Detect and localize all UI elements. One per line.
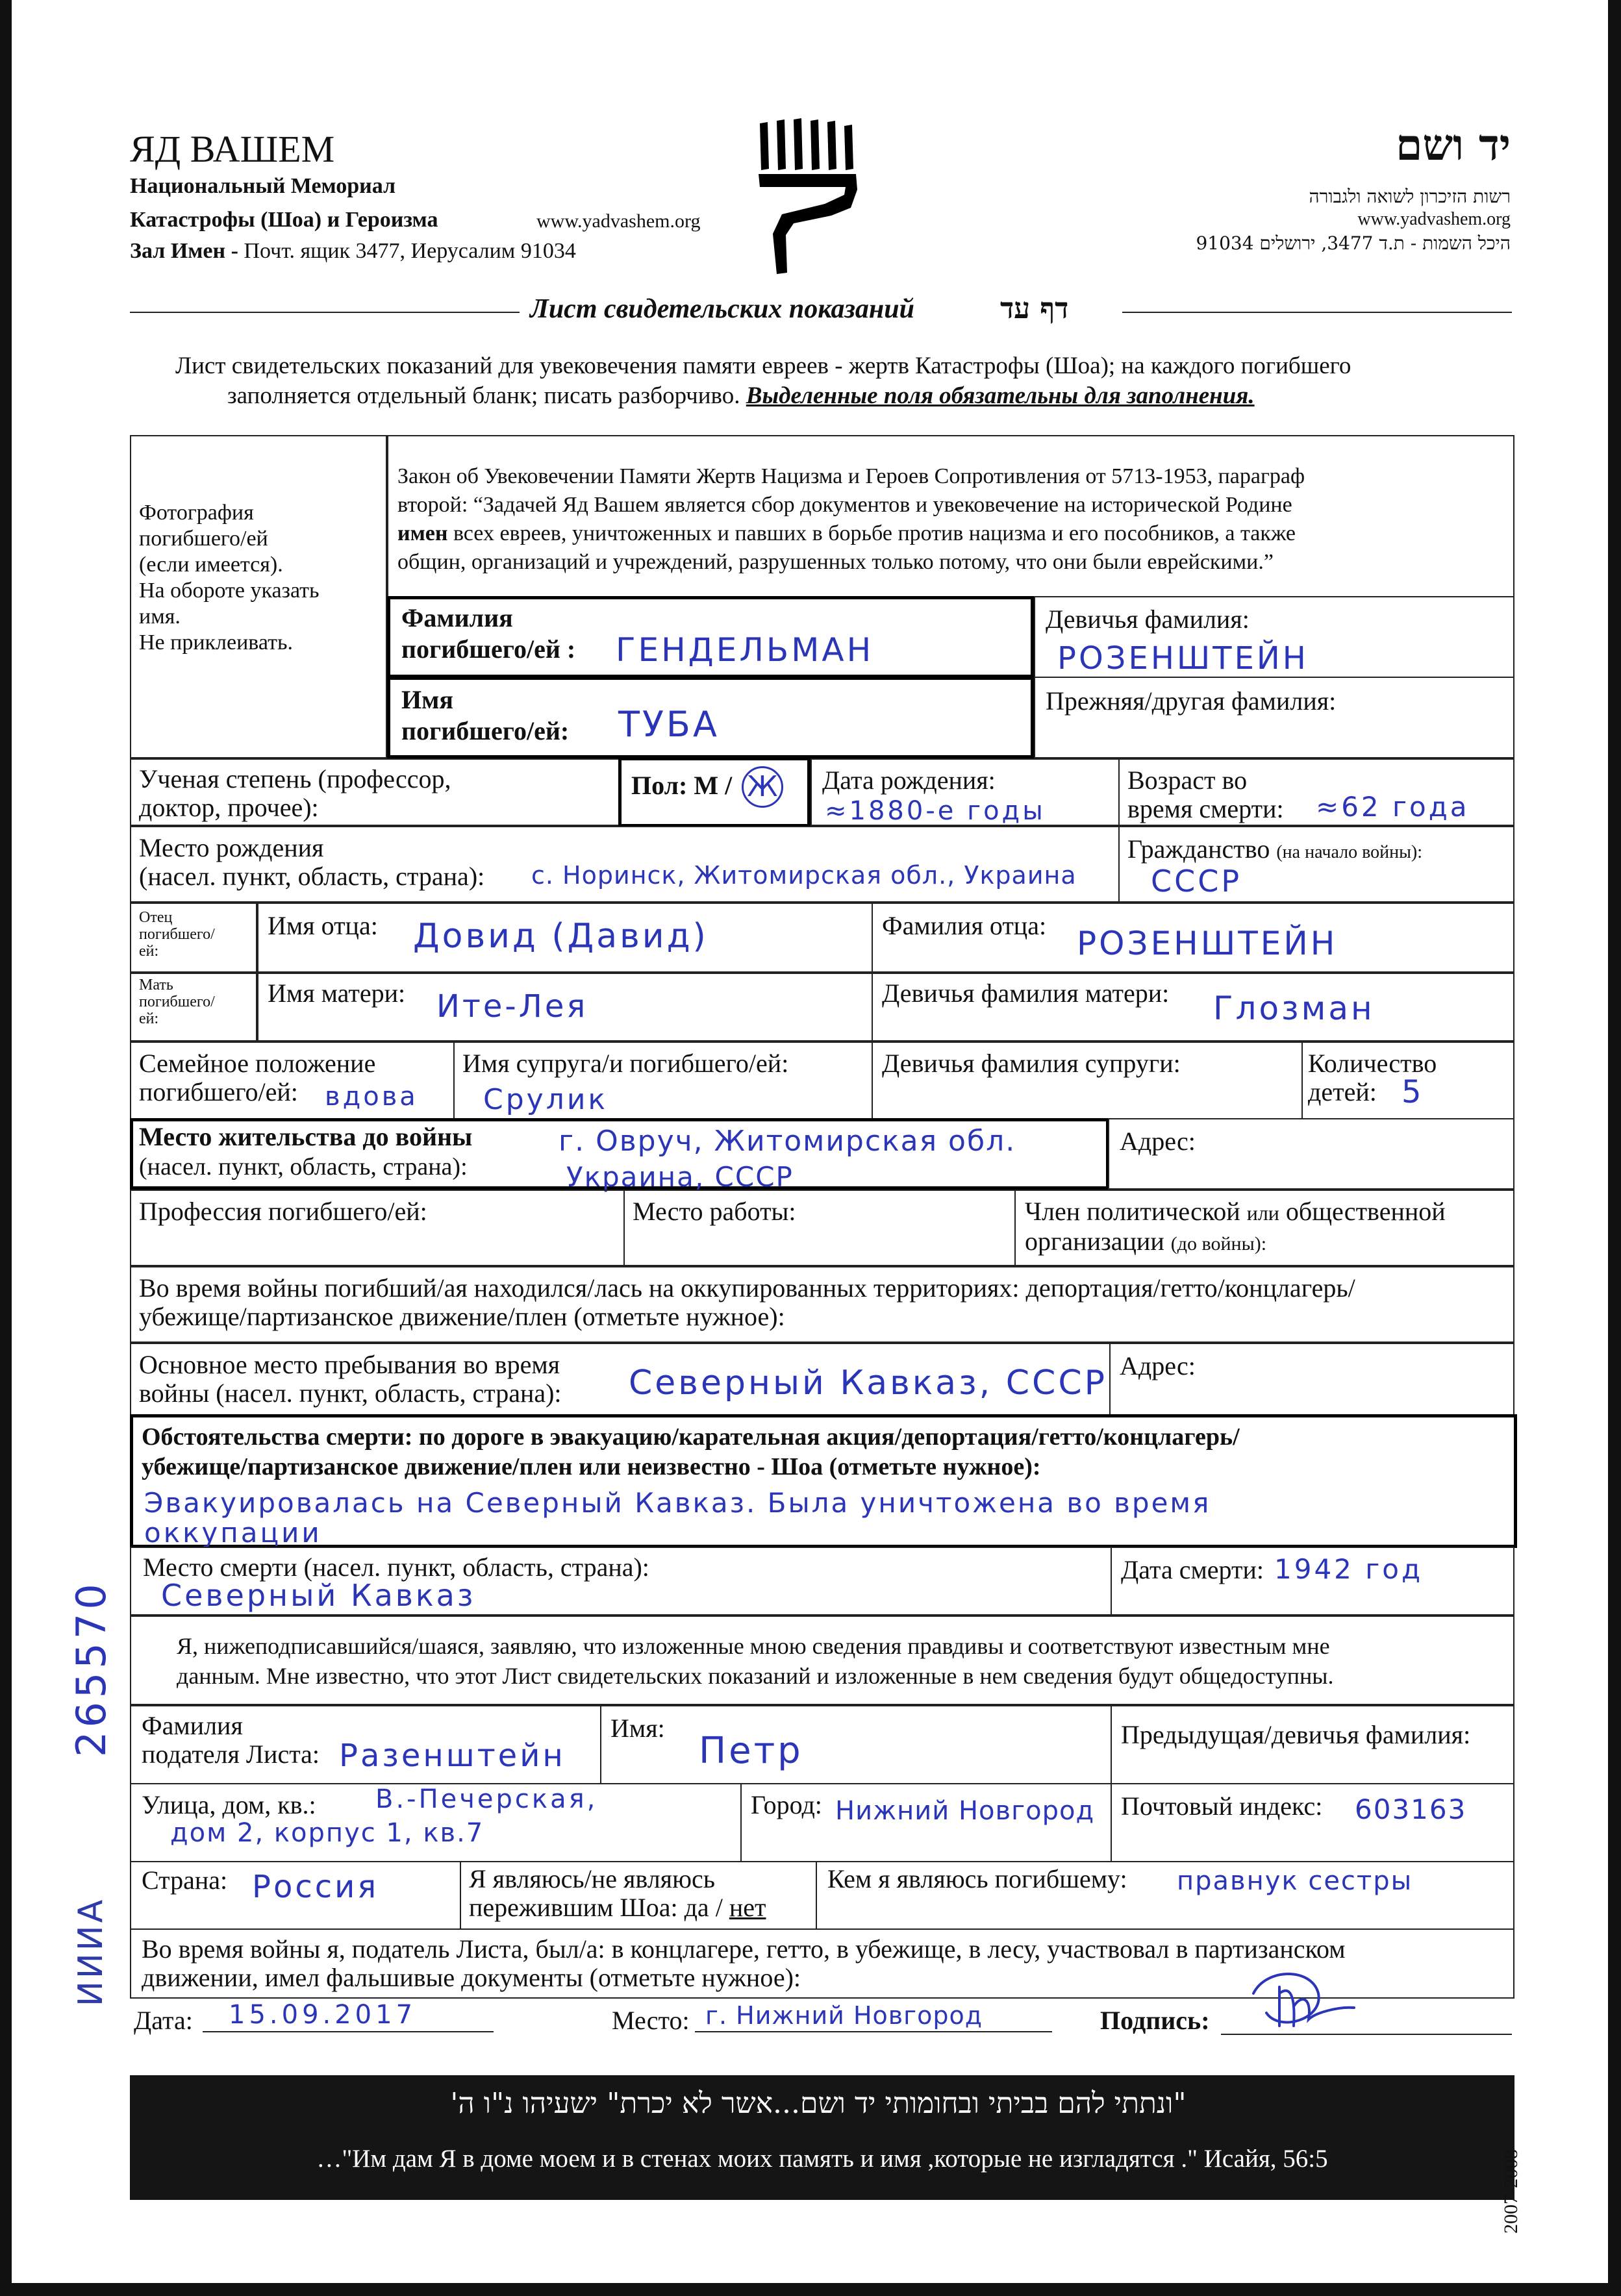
first-name-value: ТУБА (618, 704, 720, 745)
city-value: Нижний Новгород (835, 1796, 1095, 1826)
signature (1240, 1967, 1364, 2039)
citizenship-note: (на начало войны): (1276, 842, 1423, 862)
title-rule-right (1122, 312, 1512, 313)
place-line (695, 2031, 1052, 2032)
footer-heb-quote: "ונתתי להם בביתי ובחומותי יד ושם...אשר לא יכרת" ישעיהו נ"ו ה' (450, 2087, 1187, 2120)
submitter-surname-label (142, 1712, 320, 1769)
father-surname-value: РОЗЕНШТЕЙН (1077, 925, 1338, 962)
submitter-name-field[interactable] (600, 1705, 1112, 1784)
surname-value: ГЕНДЕЛЬМАН (616, 631, 874, 669)
law-names-word: имен (397, 521, 448, 545)
main-place-address-label: Адрес: (1120, 1351, 1196, 1380)
main-place-label (139, 1351, 562, 1408)
birthplace-label (139, 834, 484, 891)
death-circ-value-2: оккупации (144, 1517, 322, 1549)
submitter-wartime-2: движении, имел фальшивые документы (отметьте нужное): (142, 1963, 801, 1992)
mother-side-3: ей: (139, 1010, 159, 1027)
relation-label: Кем я являюсь погибшему: (827, 1864, 1127, 1893)
workplace-label: Место работы: (633, 1197, 796, 1226)
spouse-value: Срулик (483, 1083, 608, 1116)
date-line (203, 2031, 494, 2032)
scan-edge-bottom (0, 2283, 1621, 2296)
age-value: ≈62 года (1316, 791, 1470, 823)
death-date-value: 1942 год (1274, 1553, 1424, 1585)
degree-label-2: доктор, прочее): (139, 793, 319, 822)
children-value: 5 (1401, 1074, 1424, 1110)
survivor-label (469, 1865, 766, 1922)
zip-value: 603163 (1355, 1793, 1467, 1825)
main-place-value: Северный Кавказ, СССР (629, 1364, 1108, 1403)
declaration-text (177, 1631, 1333, 1691)
surname-label-2: погибшего/ей : (401, 634, 576, 664)
sex-label: Пол: М / (631, 771, 733, 800)
residence-label (139, 1122, 472, 1182)
residence-label-1: Место жительства до войны (139, 1122, 473, 1151)
photo-text-2: погибшего/ей (139, 527, 268, 551)
citizenship-value: СССР (1151, 864, 1242, 899)
citizenship-label-main: Гражданство (1127, 834, 1270, 864)
age-label (1127, 766, 1284, 823)
mother-name-label: Имя матери: (268, 979, 406, 1008)
residence-value-1: г. Овруч, Житомирская обл. (559, 1125, 1016, 1158)
mother-side-2: погибшего/ (139, 993, 215, 1010)
heb-title: יד ושם (1396, 119, 1511, 170)
mother-side-label (139, 977, 215, 1027)
death-circ-line2: убежище/партизанское движение/плен или неизвестно - Шоа (отметьте нужное): (142, 1453, 1041, 1480)
law-line-3 (397, 519, 1305, 548)
member-or: или (1246, 1201, 1279, 1225)
date-label: Дата: (134, 2006, 193, 2035)
place-value: г. Нижний Новгород (705, 2001, 983, 2030)
law-line-4: общин, организаций и учреждений, разрушенных только потому, что они были еврейскими.” (397, 550, 1274, 574)
org-line3 (130, 239, 576, 264)
residence-address-label: Адрес: (1120, 1127, 1196, 1156)
yad-vashem-logo (753, 117, 864, 279)
surname-label (401, 603, 575, 665)
scan-edge-left (0, 0, 12, 2296)
degree-label (139, 765, 451, 822)
birthdate-value: ≈1880-е годы (825, 796, 1046, 826)
photo-text-6: Не приклеивать. (139, 630, 293, 655)
death-place-value: Северный Кавказ (161, 1578, 476, 1613)
hall-of-names-label: Зал Имен - (130, 239, 238, 263)
member-label-2: организации (1025, 1227, 1164, 1256)
footer-ru-quote: …"Им дам Я в доме моем и в стенах моих память и имя ,которые не изгладятся ." Исайя, 56:5 (316, 2145, 1328, 2173)
submitter-wartime-label (142, 1935, 1346, 1992)
country-label: Страна: (142, 1866, 228, 1895)
declaration-line-2: данным. Мне известно, что этот Лист свидетельских показаний и изложенные в нем сведения будут общедоступны. (177, 1663, 1334, 1689)
father-name-value: Довид (Давид) (413, 917, 709, 956)
birthplace-label-2: (насел. пункт, область, страна): (139, 862, 485, 891)
signature-label: Подпись: (1100, 2006, 1210, 2035)
margin-id-number: 265570 (68, 1580, 115, 1757)
street-value-1: В.-Печерская, (375, 1784, 598, 1814)
submitter-name-value: Петр (699, 1730, 803, 1772)
intro-line-2 (227, 382, 1255, 410)
title-rule-left (130, 312, 520, 313)
form-title: Лист свидетельских показаний (530, 294, 914, 324)
main-place-label-2: войны (насел. пункт, область, страна): (139, 1379, 562, 1408)
death-place-label: Место смерти (насел. пункт, область, страна): (143, 1553, 649, 1582)
org-title: ЯД ВАШЕМ (130, 128, 335, 170)
death-circ-value-1: Эвакуировалась на Северный Кавказ. Была уничтожена во время (144, 1487, 1211, 1519)
street-label: Улица, дом, кв.: (142, 1790, 316, 1819)
org-url: www.yadvashem.org (536, 210, 701, 232)
death-circ-line1 (142, 1422, 1240, 1452)
intro-text: заполняется отдельный бланк; писать разборчиво. (227, 382, 740, 409)
residence-label-2: (насел. пункт, область, страна): (139, 1153, 468, 1180)
city-label: Город: (751, 1790, 822, 1819)
marital-label-2: погибшего/ей: (139, 1077, 298, 1106)
law-line-2: второй: “Задачей Яд Вашем является сбор документов и увековечение на исторической Родине (397, 493, 1292, 517)
wartime-label (139, 1274, 1355, 1331)
sex-value: Ж (742, 766, 783, 808)
children-label-1: Количество (1308, 1049, 1437, 1078)
mother-maiden-label: Девичья фамилия матери: (882, 979, 1170, 1008)
death-date-label: Дата смерти: (1121, 1555, 1264, 1584)
survivor-label-2-row (469, 1893, 766, 1922)
first-name-label-1: Имя (401, 685, 453, 714)
submitter-wartime-1: Во время войны я, податель Листа, был/а: в концлагере, гетто, в убежище, в лесу, участвовал в партизанском (142, 1934, 1346, 1964)
wartime-label-1: Во время войны погибший/ая находился/лась на оккупированных территориях: депортация/гетто/концлагерь/ (139, 1273, 1355, 1303)
form-title-heb: דף עד (1000, 292, 1069, 325)
law-text (397, 462, 1305, 577)
photo-text-3: (если имеется). (139, 553, 283, 577)
other-surname-label: Прежняя/другая фамилия: (1046, 686, 1337, 716)
survivor-value: нет (729, 1893, 766, 1922)
org-line2: Катастрофы (Шоа) и Героизма (130, 208, 438, 232)
maiden-label: Девичья фамилия: (1046, 605, 1250, 634)
member-label (1025, 1197, 1446, 1258)
profession-label: Профессия погибшего/ей: (139, 1197, 427, 1226)
street-value-2: дом 2, корпус 1, кв.7 (170, 1818, 484, 1848)
survivor-label-2: пережившим Шоа: да / (469, 1893, 723, 1922)
org-line1: Национальный Мемориал (130, 174, 396, 198)
heb-line1: רשות הזיכרון לשואה ולגבורה (1309, 186, 1511, 207)
law-line-3-rest: всех евреев, уничтоженных и павших в борьбе против нацизма и его пособников, а также (453, 521, 1296, 545)
mother-maiden-value: Глозман (1213, 990, 1375, 1027)
photo-instructions (139, 500, 320, 656)
intro-line-1: Лист свидетельских показаний для увековечения памяти евреев - жертв Катастрофы (Шоа); на каждого погибшего (175, 353, 1351, 379)
submitter-prev-label: Предыдущая/девичья фамилия: (1121, 1720, 1471, 1749)
age-label-1: Возраст во (1127, 766, 1248, 795)
father-side-2: погибшего/ (139, 926, 215, 943)
wartime-label-2: убежище/партизанское движение/плен (отметьте нужное): (139, 1302, 785, 1331)
heb-line2: היכל השמות - ת.ד 3477, ירושלים 91034 (1196, 232, 1511, 254)
photo-text-4: На обороте указать (139, 579, 320, 603)
mother-name-value: Ите-Лея (436, 988, 588, 1025)
father-side-1: Отец (139, 909, 173, 926)
residence-value-2: Украина, СССР (566, 1161, 794, 1193)
law-line-1: Закон об Увековечении Памяти Жертв Нацизма и Героев Сопротивления от 5713-1953, параграф (397, 464, 1305, 488)
spouse-maiden-label: Девичья фамилия супруги: (882, 1049, 1181, 1078)
mother-side-1: Мать (139, 977, 173, 993)
member-label-line2 (1025, 1227, 1446, 1258)
marital-label-1: Семейное положение (139, 1049, 376, 1078)
member-label-1b: общественной (1285, 1197, 1446, 1226)
children-label-2: детей: (1308, 1077, 1377, 1106)
member-label-1: Член политической (1025, 1197, 1240, 1226)
country-value: Россия (252, 1869, 379, 1905)
margin-initials: ИИИА (71, 1897, 110, 2006)
submitter-surname-label-2: подателя Листа: (142, 1740, 320, 1769)
edition-label: 2007-2008 (1500, 2149, 1522, 2234)
first-name-label (401, 684, 569, 747)
marital-value: вдова (325, 1082, 418, 1112)
degree-label-1: Ученая степень (профессор, (139, 764, 451, 793)
date-value: 15.09.2017 (229, 2000, 417, 2030)
age-label-2: время смерти: (1127, 794, 1284, 823)
spouse-label: Имя супруга/и погибшего/ей: (462, 1049, 789, 1078)
member-note: (до войны): (1170, 1233, 1267, 1254)
citizenship-label (1127, 834, 1422, 864)
maiden-value: РОЗЕНШТЕЙН (1057, 640, 1309, 677)
submitter-surname-label-1: Фамилия (142, 1711, 243, 1740)
father-side-3: ей: (139, 943, 159, 960)
death-circumstances-label (142, 1422, 1240, 1482)
zip-label: Почтовый индекс: (1121, 1791, 1323, 1821)
declaration-line-1: Я, нижеподписавшийся/шаяся, заявляю, что изложенные мною сведения правдивы и соответствуют известным мне (177, 1633, 1330, 1659)
father-side-label (139, 909, 215, 960)
main-place-label-1: Основное место пребывания во время (139, 1350, 560, 1379)
death-circ-options: по дороге в эвакуацию/карательная акция/депортация/гетто/концлагерь/ (418, 1423, 1240, 1451)
survivor-label-1: Я являюсь/не являюсь (469, 1864, 715, 1893)
intro-emphasis: Выделенные поля обязательны для заполнения. (746, 382, 1255, 409)
member-label-line1 (1025, 1197, 1446, 1227)
org-address: Почт. ящик 3477, Иерусалим 91034 (244, 239, 576, 263)
photo-text-5: имя. (139, 605, 181, 629)
father-name-label: Имя отца: (268, 911, 378, 940)
scan-edge-right (1608, 0, 1621, 2296)
first-name-label-2: погибшего/ей: (401, 716, 570, 745)
father-surname-label: Фамилия отца: (882, 911, 1047, 940)
surname-label-1: Фамилия (401, 603, 513, 632)
photo-text-1: Фотография (139, 501, 254, 525)
relation-value: правнук сестры (1177, 1866, 1413, 1896)
death-circ-title: Обстоятельства смерти: (142, 1423, 413, 1451)
submitter-name-label: Имя: (610, 1714, 665, 1743)
submitter-surname-value: Разенштейн (339, 1738, 566, 1774)
birthplace-value: с. Норинск, Житомирская обл., Украина (531, 861, 1077, 890)
heb-url: www.yadvashem.org (1357, 209, 1511, 229)
birthplace-label-1: Место рождения (139, 833, 324, 862)
place-label: Место: (612, 2006, 690, 2035)
birthdate-label: Дата рождения: (822, 766, 996, 795)
